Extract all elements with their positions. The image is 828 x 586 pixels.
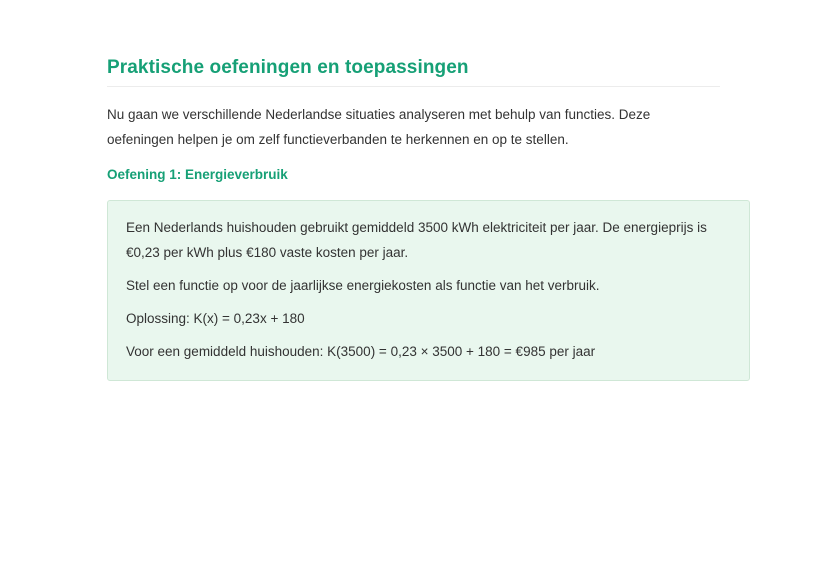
intro-paragraph: Nu gaan we verschillende Nederlandse situaties analyseren met behulp van functies. Deze oefeningen helpen je om zelf functieverbanden te herkennen en op te stellen. (107, 107, 651, 147)
content-column (107, 57, 751, 381)
exercise-solution-formula: Oplossing: K(x) = 0,23x + 180 (126, 311, 305, 326)
exercise-problem-statement: Een Nederlands huishouden gebruikt gemiddeld 3500 kWh elektriciteit per jaar. De energieprijs is €0,23 per kWh plus €180 vaste kosten per jaar. (126, 220, 707, 260)
exercise-task: Stel een functie op voor de jaarlijkse energiekosten als functie van het verbruik. (126, 278, 600, 293)
title-divider (107, 86, 720, 87)
page-title: Praktische oefeningen en toepassingen (107, 57, 469, 78)
exercise-solution-calculation: Voor een gemiddeld huishouden: K(3500) = 0,23 × 3500 + 180 = €985 per jaar (126, 344, 596, 359)
exercise-box (107, 200, 750, 381)
exercise-heading: Oefening 1: Energieverbruik (107, 167, 288, 182)
